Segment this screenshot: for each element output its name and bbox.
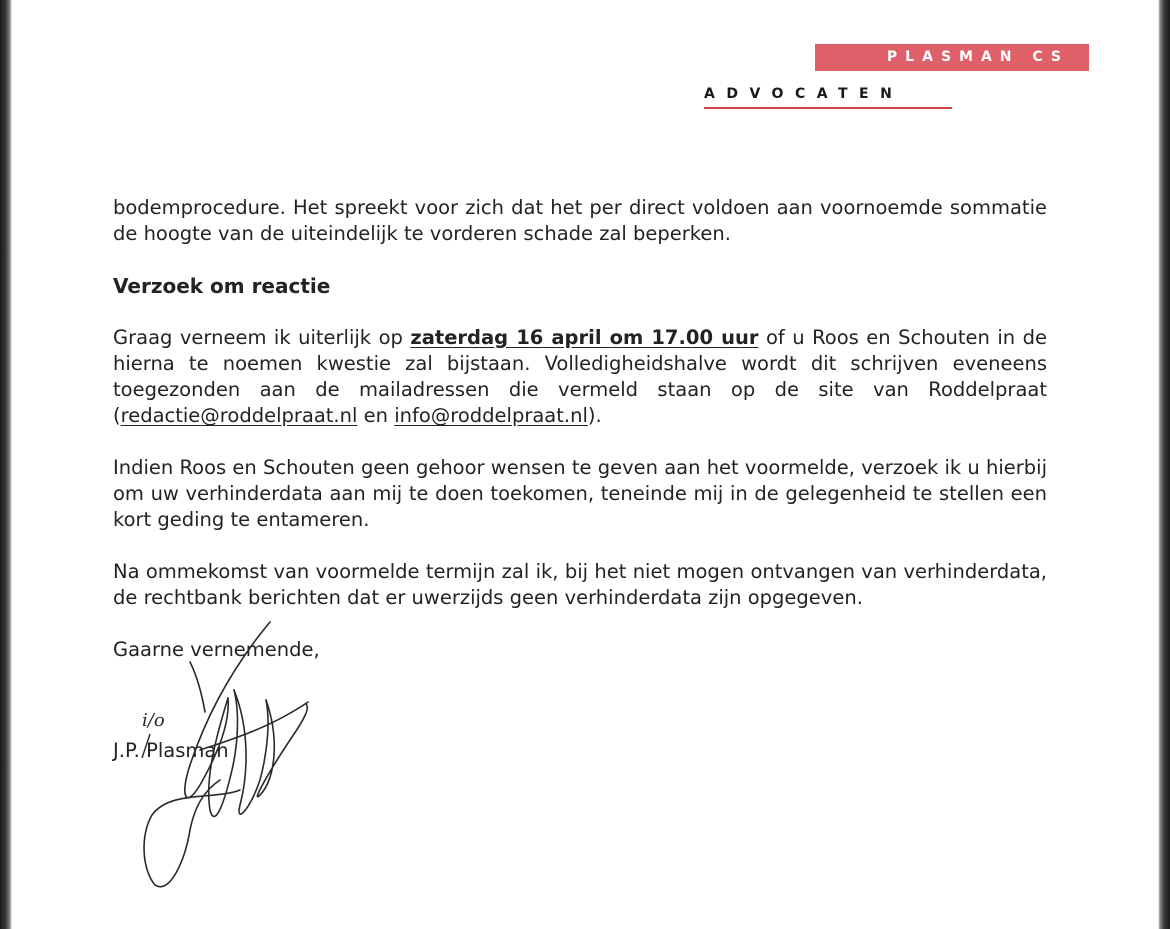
- closing-line: Gaarne vernemende,: [113, 638, 320, 661]
- paragraph-request: [113, 325, 1047, 429]
- paragraph-continuation: bodemprocedure. Het spreekt voor zich dat het per direct voldoen aan voornoemde sommatie de hoogte van de uiteindelijk te vorderen schade zal beperken.: [113, 196, 1047, 245]
- section-heading: Verzoek om reactie: [113, 274, 331, 298]
- firm-logo: [815, 44, 1089, 71]
- paragraph-kort-geding: Indien Roos en Schouten geen gehoor wensen te geven aan het voormelde, verzoek ik u hierbij om uw verhinderdata aan mij te doen toekomen, teneinde mij in de gelegenheid te stellen een kort geding te entameren.: [113, 456, 1047, 531]
- request-text-1: Graag verneem ik uiterlijk op: [113, 326, 411, 349]
- request-text-4: ).: [587, 404, 602, 427]
- scan-shadow-left: [0, 0, 12, 929]
- letter-body: [113, 195, 1047, 764]
- io-mark: i/o: [142, 710, 165, 731]
- request-text-3: en: [357, 404, 395, 427]
- email-link-info[interactable]: info@roddelpraat.nl: [394, 404, 588, 427]
- firm-subtitle: ADVOCATEN: [704, 86, 904, 102]
- letterhead-rule: [704, 107, 952, 109]
- firm-name: PLASMAN CS: [886, 49, 1069, 65]
- scan-shadow-right: [1158, 0, 1170, 929]
- paragraph-termijn: Na ommekomst van voormelde termijn zal ik, bij het niet mogen ontvangen van verhinderdata, de rechtbank berichten dat er uwerzijds geen verhinderdata zijn opgegeven.: [113, 560, 1047, 609]
- request-text-2: of u Roos en Schouten in de hierna te noemen kwestie zal bijstaan. Volledigheidshalve wordt dit schrijven eveneens toegezonden aan de mailadressen die vermeld staan op de site van Roddelpraat (: [113, 326, 1047, 427]
- deadline: zaterdag 16 april om 17.00 uur: [410, 326, 759, 349]
- signatory-name: J.P. Plasman: [113, 739, 229, 762]
- email-link-redactie[interactable]: redactie@roddelpraat.nl: [120, 404, 358, 427]
